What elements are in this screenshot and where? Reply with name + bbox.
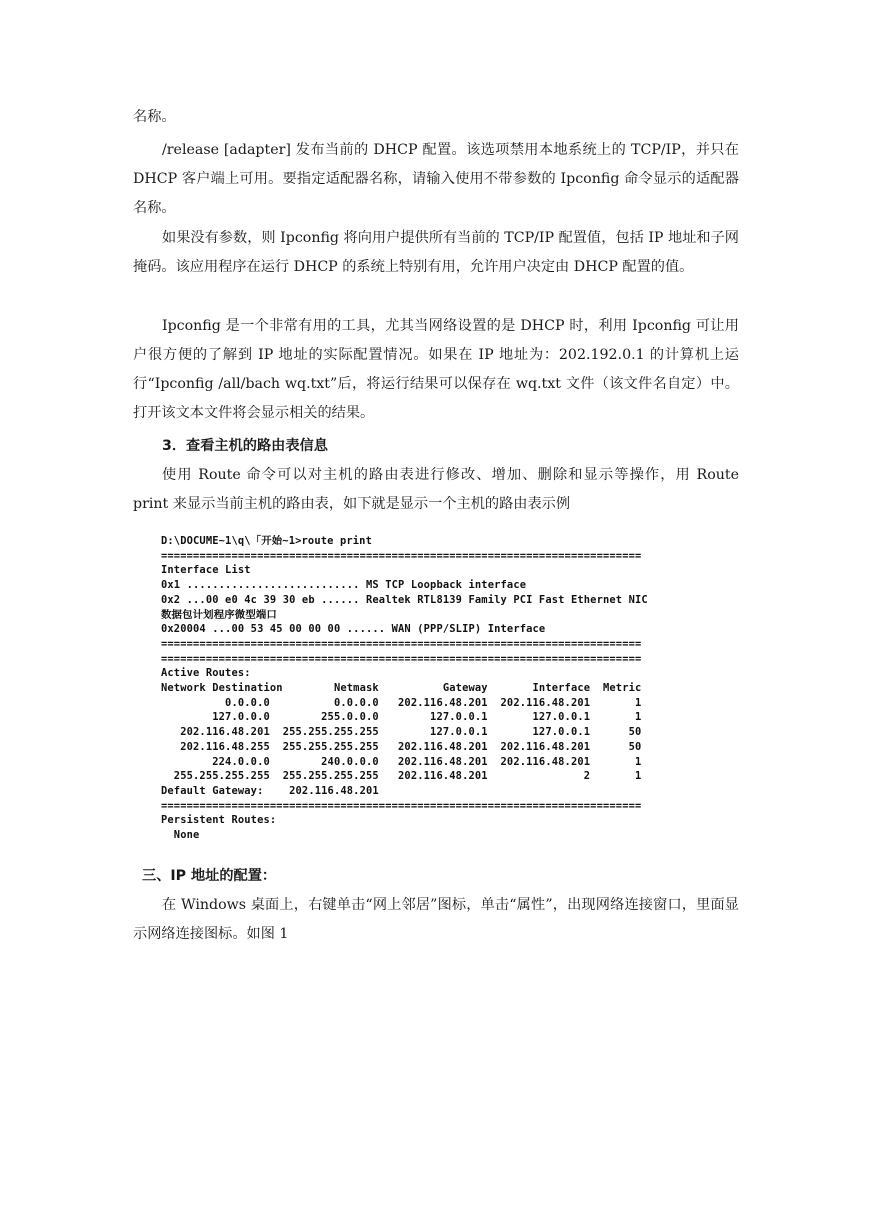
paragraph-windows-network: 在 Windows 桌面上，右键单击“网上邻居”图标，单击“属性”，出现网络连接窗口，里面显示网络连接图标。如图 1 xyxy=(133,897,739,942)
route-print-console-output xyxy=(161,534,727,844)
paragraph-no-parameters: 如果没有参数，则 Ipconfig 将向用户提供所有当前的 TCP/IP 配置值，包括 IP 地址和子网掩码。该应用程序在运行 DHCP 的系统上特别有用，允许用户决定由 DHCP 配置的值。 xyxy=(133,230,739,275)
paragraph-ipconfig-usage: Ipconfig 是一个非常有用的工具，尤其当网络设置的是 DHCP 时，利用 Ipconfig 可让用户很方便的了解到 IP 地址的实际配置情况。如果在 IP 地址为：202.192.0.1 的计算机上运行“Ipconfig /all/bach wq.txt”后，将运行结果可以保存在 wq.txt 文件（该文件名自定）中。打开该文本文件将会显示相关的结果。 xyxy=(133,318,739,421)
paragraph-release-option: /release [adapter] 发布当前的 DHCP 配置。该选项禁用本地系统上的 TCP/IP，并只在 DHCP 客户端上可用。要指定适配器名称，请输入使用不带参数的 Ipconfig 命令显示的适配器名称。 xyxy=(133,142,739,216)
console-text: D:\DOCUME~1\q\「开始~1>route print =========================================================================== Interface List 0x1 ........................... MS TCP Loopback interface 0x2 ...00 e0 4c 39 30 eb ...... Realtek RTL8139 Family PCI Fast Ethernet NIC 数据包计划程序微型端口 0x20004 ...00 53 45 00 00 00 ...... WAN (PPP/SLIP) Interface =========================================================================== =========================================================================== Active Routes: Network Destination Netmask Gateway Interface Metric 0.0.0.0 0.0.0.0 202.116.48.201 202.116.48.201 1 127.0.0.0 255.0.0.0 127.0.0.1 127.0.0.1 1 202.116.48.201 255.255.255.255 127.0.0.1 127.0.0.1 50 202.116.48.255 255.255.255.255 202.116.48.201 202.116.48.201 50 224.0.0.0 240.0.0.0 202.116.48.201 202.116.48.201 1 255.255.255.255 255.255.255.255 202.116.48.201 2 1 Default Gateway: 202.116.48.201 =========================================================================== Persistent Routes: None xyxy=(161,535,648,842)
paragraph-name-end: 名称。 xyxy=(133,109,176,125)
section-heading-ip-config: 三、IP 地址的配置： xyxy=(142,868,277,884)
paragraph-route-command: 使用 Route 命令可以对主机的路由表进行修改、增加、删除和显示等操作，用 Route print 来显示当前主机的路由表，如下就是显示一个主机的路由表示例 xyxy=(133,467,739,512)
section-heading-route-table: 3．查看主机的路由表信息 xyxy=(162,438,328,454)
